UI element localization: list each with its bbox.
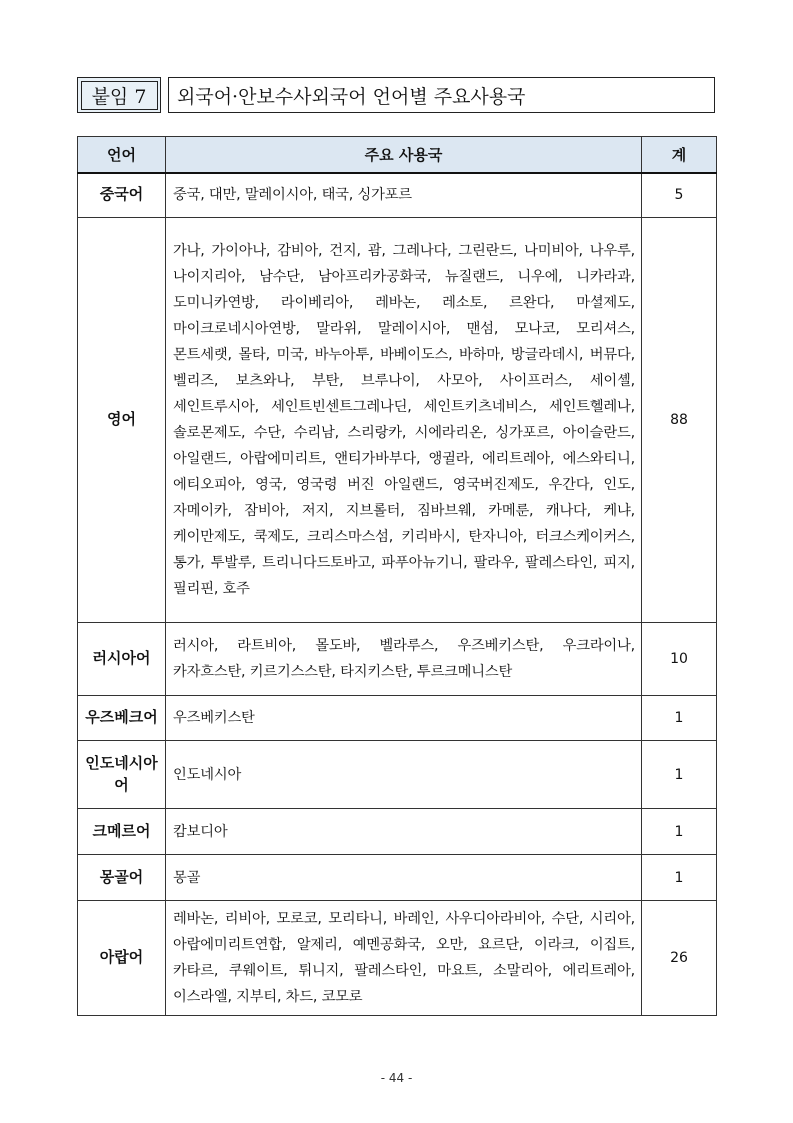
language-table	[77, 136, 717, 1016]
page-number: - 44 -	[380, 1071, 413, 1085]
language-cell: 크메르어	[78, 809, 166, 855]
countries-cell: 인도네시아	[166, 741, 642, 809]
language-cell: 인도네시아어	[78, 741, 166, 809]
document-title: 외국어·안보수사외국어 언어별 주요사용국	[168, 77, 715, 113]
attachment-tag	[77, 77, 161, 113]
column-header-count: 계	[642, 137, 717, 173]
language-cell: 몽골어	[78, 855, 166, 901]
table-row	[78, 696, 717, 741]
countries-cell: 러시아, 라트비아, 몰도바, 벨라루스, 우즈베키스탄, 우크라이나, 카자흐스탄, 키르기스스탄, 타지키스탄, 투르크메니스탄	[166, 623, 642, 696]
count-cell: 88	[642, 218, 717, 623]
title-row	[77, 77, 715, 113]
count-cell: 1	[642, 855, 717, 901]
language-cell: 우즈베크어	[78, 696, 166, 741]
countries-cell: 몽골	[166, 855, 642, 901]
table-row	[78, 173, 717, 218]
language-cell: 영어	[78, 218, 166, 623]
attachment-tag-label: 붙임 7	[81, 81, 158, 110]
count-cell: 1	[642, 809, 717, 855]
table-header-row	[78, 137, 717, 173]
countries-cell: 레바논, 리비아, 모로코, 모리타니, 바레인, 사우디아라비아, 수단, 시리아, 아랍에미리트연합, 알제리, 예멘공화국, 오만, 요르단, 이라크, 이집트, 카타르, 쿠웨이트, 튀니지, 팔레스타인, 마요트, 소말리아, 에리트레아, 이스라엘, 지부티, 차드, 코모로	[166, 901, 642, 1016]
table-row	[78, 901, 717, 1016]
count-cell: 26	[642, 901, 717, 1016]
countries-cell: 우즈베키스탄	[166, 696, 642, 741]
count-cell: 1	[642, 696, 717, 741]
countries-cell: 캄보디아	[166, 809, 642, 855]
countries-cell: 중국, 대만, 말레이시아, 태국, 싱가포르	[166, 173, 642, 218]
table-row	[78, 741, 717, 809]
table-row	[78, 855, 717, 901]
language-cell: 아랍어	[78, 901, 166, 1016]
column-header-countries: 주요 사용국	[166, 137, 642, 173]
language-cell: 러시아어	[78, 623, 166, 696]
language-cell: 중국어	[78, 173, 166, 218]
count-cell: 10	[642, 623, 717, 696]
table-row	[78, 623, 717, 696]
column-header-language: 언어	[78, 137, 166, 173]
table-row	[78, 809, 717, 855]
table-row	[78, 218, 717, 623]
count-cell: 1	[642, 741, 717, 809]
countries-cell: 가나, 가이아나, 감비아, 건지, 괌, 그레나다, 그린란드, 나미비아, 나우루, 나이지리아, 남수단, 남아프리카공화국, 뉴질랜드, 니우에, 니카라과, 도미니카연방, 라이베리아, 레바논, 레소토, 르완다, 마셜제도, 마이크로네시아연방, 말라위, 말레이시아, 맨섬, 모나코, 모리셔스, 몬트세랫, 몰타, 미국, 바누아투, 바베이도스, 바하마, 방글라데시, 버뮤다, 벨리즈, 보츠와나, 부탄, 브루나이, 사모아, 사이프러스, 세이셸, 세인트루시아, 세인트빈센트그레나딘, 세인트키츠네비스, 세인트헬레나, 솔로몬제도, 수단, 수리남, 스리랑카, 시에라리온, 싱가포르, 아이슬란드, 아일랜드, 아랍에미리트, 앤티가바부다, 앵귈라, 에리트레아, 에스와티니, 에티오피아, 영국, 영국령 버진 아일랜드, 영국버진제도, 우간다, 인도, 자메이카, 잠비아, 저지, 지브롤터, 짐바브웨, 카메룬, 캐나다, 케냐, 케이만제도, 쿡제도, 크리스마스섬, 키리바시, 탄자니아, 터크스케이커스, 통가, 투발루, 트리니다드토바고, 파푸아뉴기니, 팔라우, 팔레스타인, 피지, 필리핀, 호주	[166, 218, 642, 623]
count-cell: 5	[642, 173, 717, 218]
